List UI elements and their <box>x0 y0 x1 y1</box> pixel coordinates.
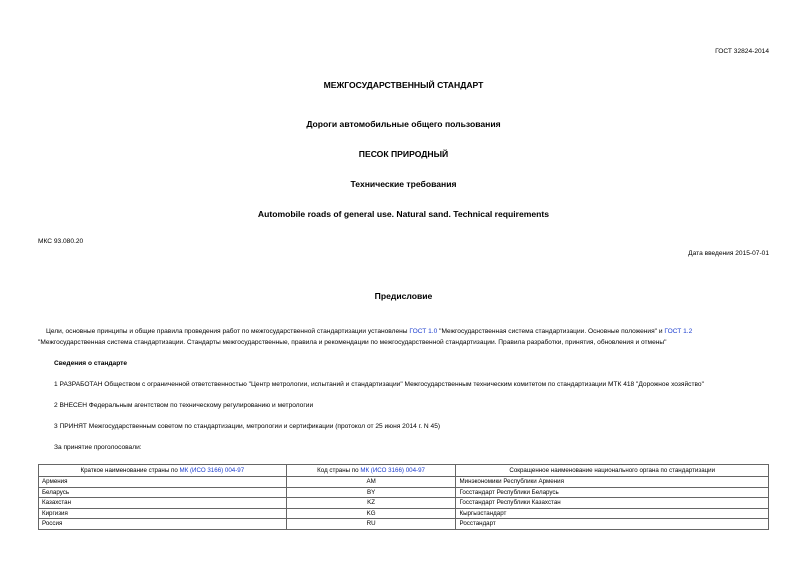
cell-body: Росстандарт <box>456 519 769 530</box>
foreword-line-2: "Межгосударственная система стандартизации. Стандарты межгосударственные, правила и рекомендации по межгосударственной стандартизации. Правила разработки, принятия, обновления и отмены" <box>38 339 667 346</box>
mks-code: МКС 93.080.20 <box>38 238 84 245</box>
table-row <box>39 477 769 488</box>
foreword-text-2: "Межгосударственная система стандартизации. Основные положения" и <box>437 328 665 335</box>
cell-code: AM <box>286 477 456 488</box>
table-row <box>39 519 769 530</box>
table-row <box>39 487 769 498</box>
table-row <box>39 498 769 509</box>
header-country-name <box>39 465 287 477</box>
foreword-paragraph <box>38 327 769 337</box>
header-country-link[interactable]: МК (ИСО 3166) 004-97 <box>179 467 245 474</box>
cell-country: Киргизия <box>39 508 287 519</box>
info-item-3: 3 ПРИНЯТ Межгосударственным советом по стандартизации, метрологии и сертификации (протокол от 25 июня 2014 г. N 45) <box>54 423 441 430</box>
cell-country: Беларусь <box>39 487 287 498</box>
cell-body: Госстандарт Республики Казахстан <box>456 498 769 509</box>
cell-code: BY <box>286 487 456 498</box>
requirements-title: Технические требования <box>350 179 457 189</box>
cell-country: Армения <box>39 477 287 488</box>
introduction-date: Дата введения 2015-07-01 <box>688 250 769 257</box>
header-national-body: Сокращенное наименование национального органа по стандартизации <box>456 465 769 477</box>
product-title: ПЕСОК ПРИРОДНЫЙ <box>358 149 449 159</box>
english-title: Automobile roads of general use. Natural sand. Technical requirements <box>257 209 550 219</box>
info-item-1: 1 РАЗРАБОТАН Обществом с ограниченной ответственностью "Центр метрологии, испытаний и стандартизации" Межгосударственным техническим комитетом по стандартизации МТК 418 "Дорожное хозяйство" <box>54 381 704 388</box>
cell-body: Госстандарт Республики Беларусь <box>456 487 769 498</box>
subject-title: Дороги автомобильные общего пользования <box>306 119 501 129</box>
cell-country: Казахстан <box>39 498 287 509</box>
foreword-heading: Предисловие <box>374 291 433 301</box>
header-country-code <box>286 465 456 477</box>
cell-body: Кыргызстандарт <box>456 508 769 519</box>
gost-1-2-link[interactable]: ГОСТ 1.2 <box>664 328 693 335</box>
header-code-link[interactable]: МК (ИСО 3166) 004-97 <box>360 467 425 474</box>
states-table <box>38 464 769 530</box>
table-header-row <box>39 465 769 477</box>
cell-country: Россия <box>39 519 287 530</box>
header-country-text: Краткое наименование страны по <box>80 467 180 474</box>
table-row <box>39 508 769 519</box>
cell-body: Минэкономики Республики Армения <box>456 477 769 488</box>
info-heading: Сведения о стандарте <box>54 360 128 367</box>
foreword-text-1: Цели, основные принципы и общие правила проведения работ по межгосударственной стандартизации установлены <box>46 328 410 335</box>
cell-code: KG <box>286 508 456 519</box>
header-code-text: Код страны по <box>317 467 361 474</box>
voted-label: За принятие проголосовали: <box>54 444 142 451</box>
standard-type-title: МЕЖГОСУДАРСТВЕННЫЙ СТАНДАРТ <box>323 80 484 90</box>
info-item-2: 2 ВНЕСЕН Федеральным агентством по техническому регулированию и метрологии <box>54 402 314 409</box>
gost-1-0-link[interactable]: ГОСТ 1.0 <box>409 328 438 335</box>
cell-code: KZ <box>286 498 456 509</box>
cell-code: RU <box>286 519 456 530</box>
document-code: ГОСТ 32824-2014 <box>715 48 769 55</box>
